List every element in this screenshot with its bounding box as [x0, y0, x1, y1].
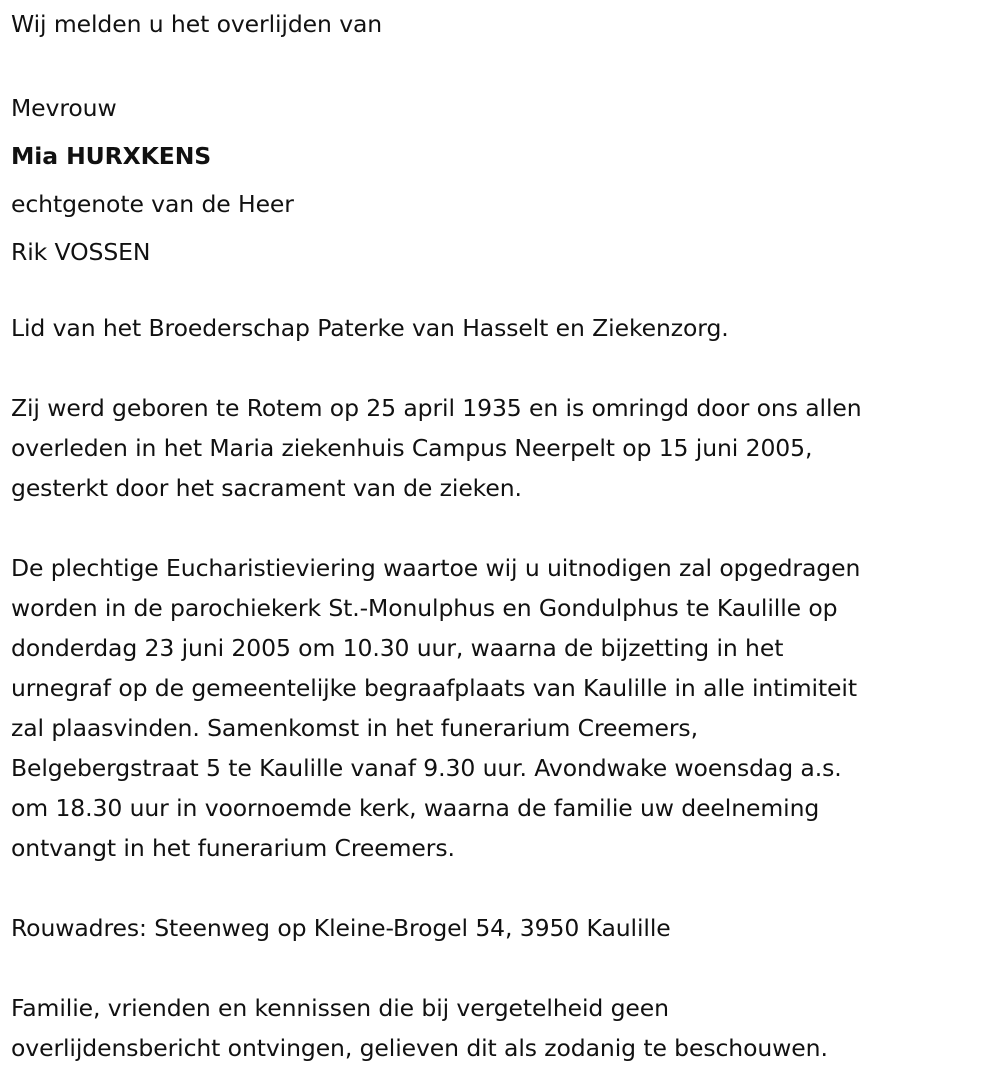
closing-paragraph	[11, 988, 1000, 1068]
spacer	[11, 276, 1000, 308]
spacer	[11, 348, 1000, 388]
paragraph-line: urnegraf op de gemeentelijke begraafplaats van Kaulille in alle intimiteit	[11, 674, 857, 702]
ceremony-paragraph	[11, 548, 1000, 868]
paragraph-line: overleden in het Maria ziekenhuis Campus Neerpelt op 15 juni 2005,	[11, 434, 813, 462]
mourning-address: Rouwadres: Steenweg op Kleine-Brogel 54, 3950 Kaulille	[11, 914, 671, 942]
paragraph-line: gesterkt door het sacrament van de zieken.	[11, 474, 522, 502]
paragraph-line: Belgebergstraat 5 te Kaulille vanaf 9.30 uur. Avondwake woensdag a.s.	[11, 754, 842, 782]
spacer	[11, 44, 1000, 84]
spouse-label: echtgenote van de Heer	[11, 190, 294, 218]
paragraph-line: donderdag 23 juni 2005 om 10.30 uur, waarna de bijzetting in het	[11, 634, 784, 662]
paragraph-line: om 18.30 uur in voornoemde kerk, waarna de familie uw deelneming	[11, 794, 820, 822]
paragraph-line: Familie, vrienden en kennissen die bij vergetelheid geen	[11, 994, 669, 1022]
spacer	[11, 508, 1000, 548]
paragraph-line: overlijdensbericht ontvingen, gelieven dit als zodanig te beschouwen.	[11, 1034, 828, 1062]
birth-death-paragraph	[11, 388, 1000, 508]
spacer	[11, 948, 1000, 988]
spouse-name: Rik VOSSEN	[11, 238, 151, 266]
intro-text: Wij melden u het overlijden van	[11, 10, 383, 38]
paragraph-line: ontvangt in het funerarium Creemers.	[11, 834, 455, 862]
spacer	[11, 868, 1000, 908]
membership-text: Lid van het Broederschap Paterke van Hasselt en Ziekenzorg.	[11, 314, 729, 342]
paragraph-line: Zij werd geboren te Rotem op 25 april 1935 en is omringd door ons allen	[11, 394, 862, 422]
title-text: Mevrouw	[11, 94, 117, 122]
paragraph-line: worden in de parochiekerk St.-Monulphus en Gondulphus te Kaulille op	[11, 594, 838, 622]
paragraph-line: zal plaasvinden. Samenkomst in het funerarium Creemers,	[11, 714, 698, 742]
paragraph-line: De plechtige Eucharistieviering waartoe wij u uitnodigen zal opgedragen	[11, 554, 861, 582]
deceased-name: Mia HURXKENS	[11, 142, 212, 170]
